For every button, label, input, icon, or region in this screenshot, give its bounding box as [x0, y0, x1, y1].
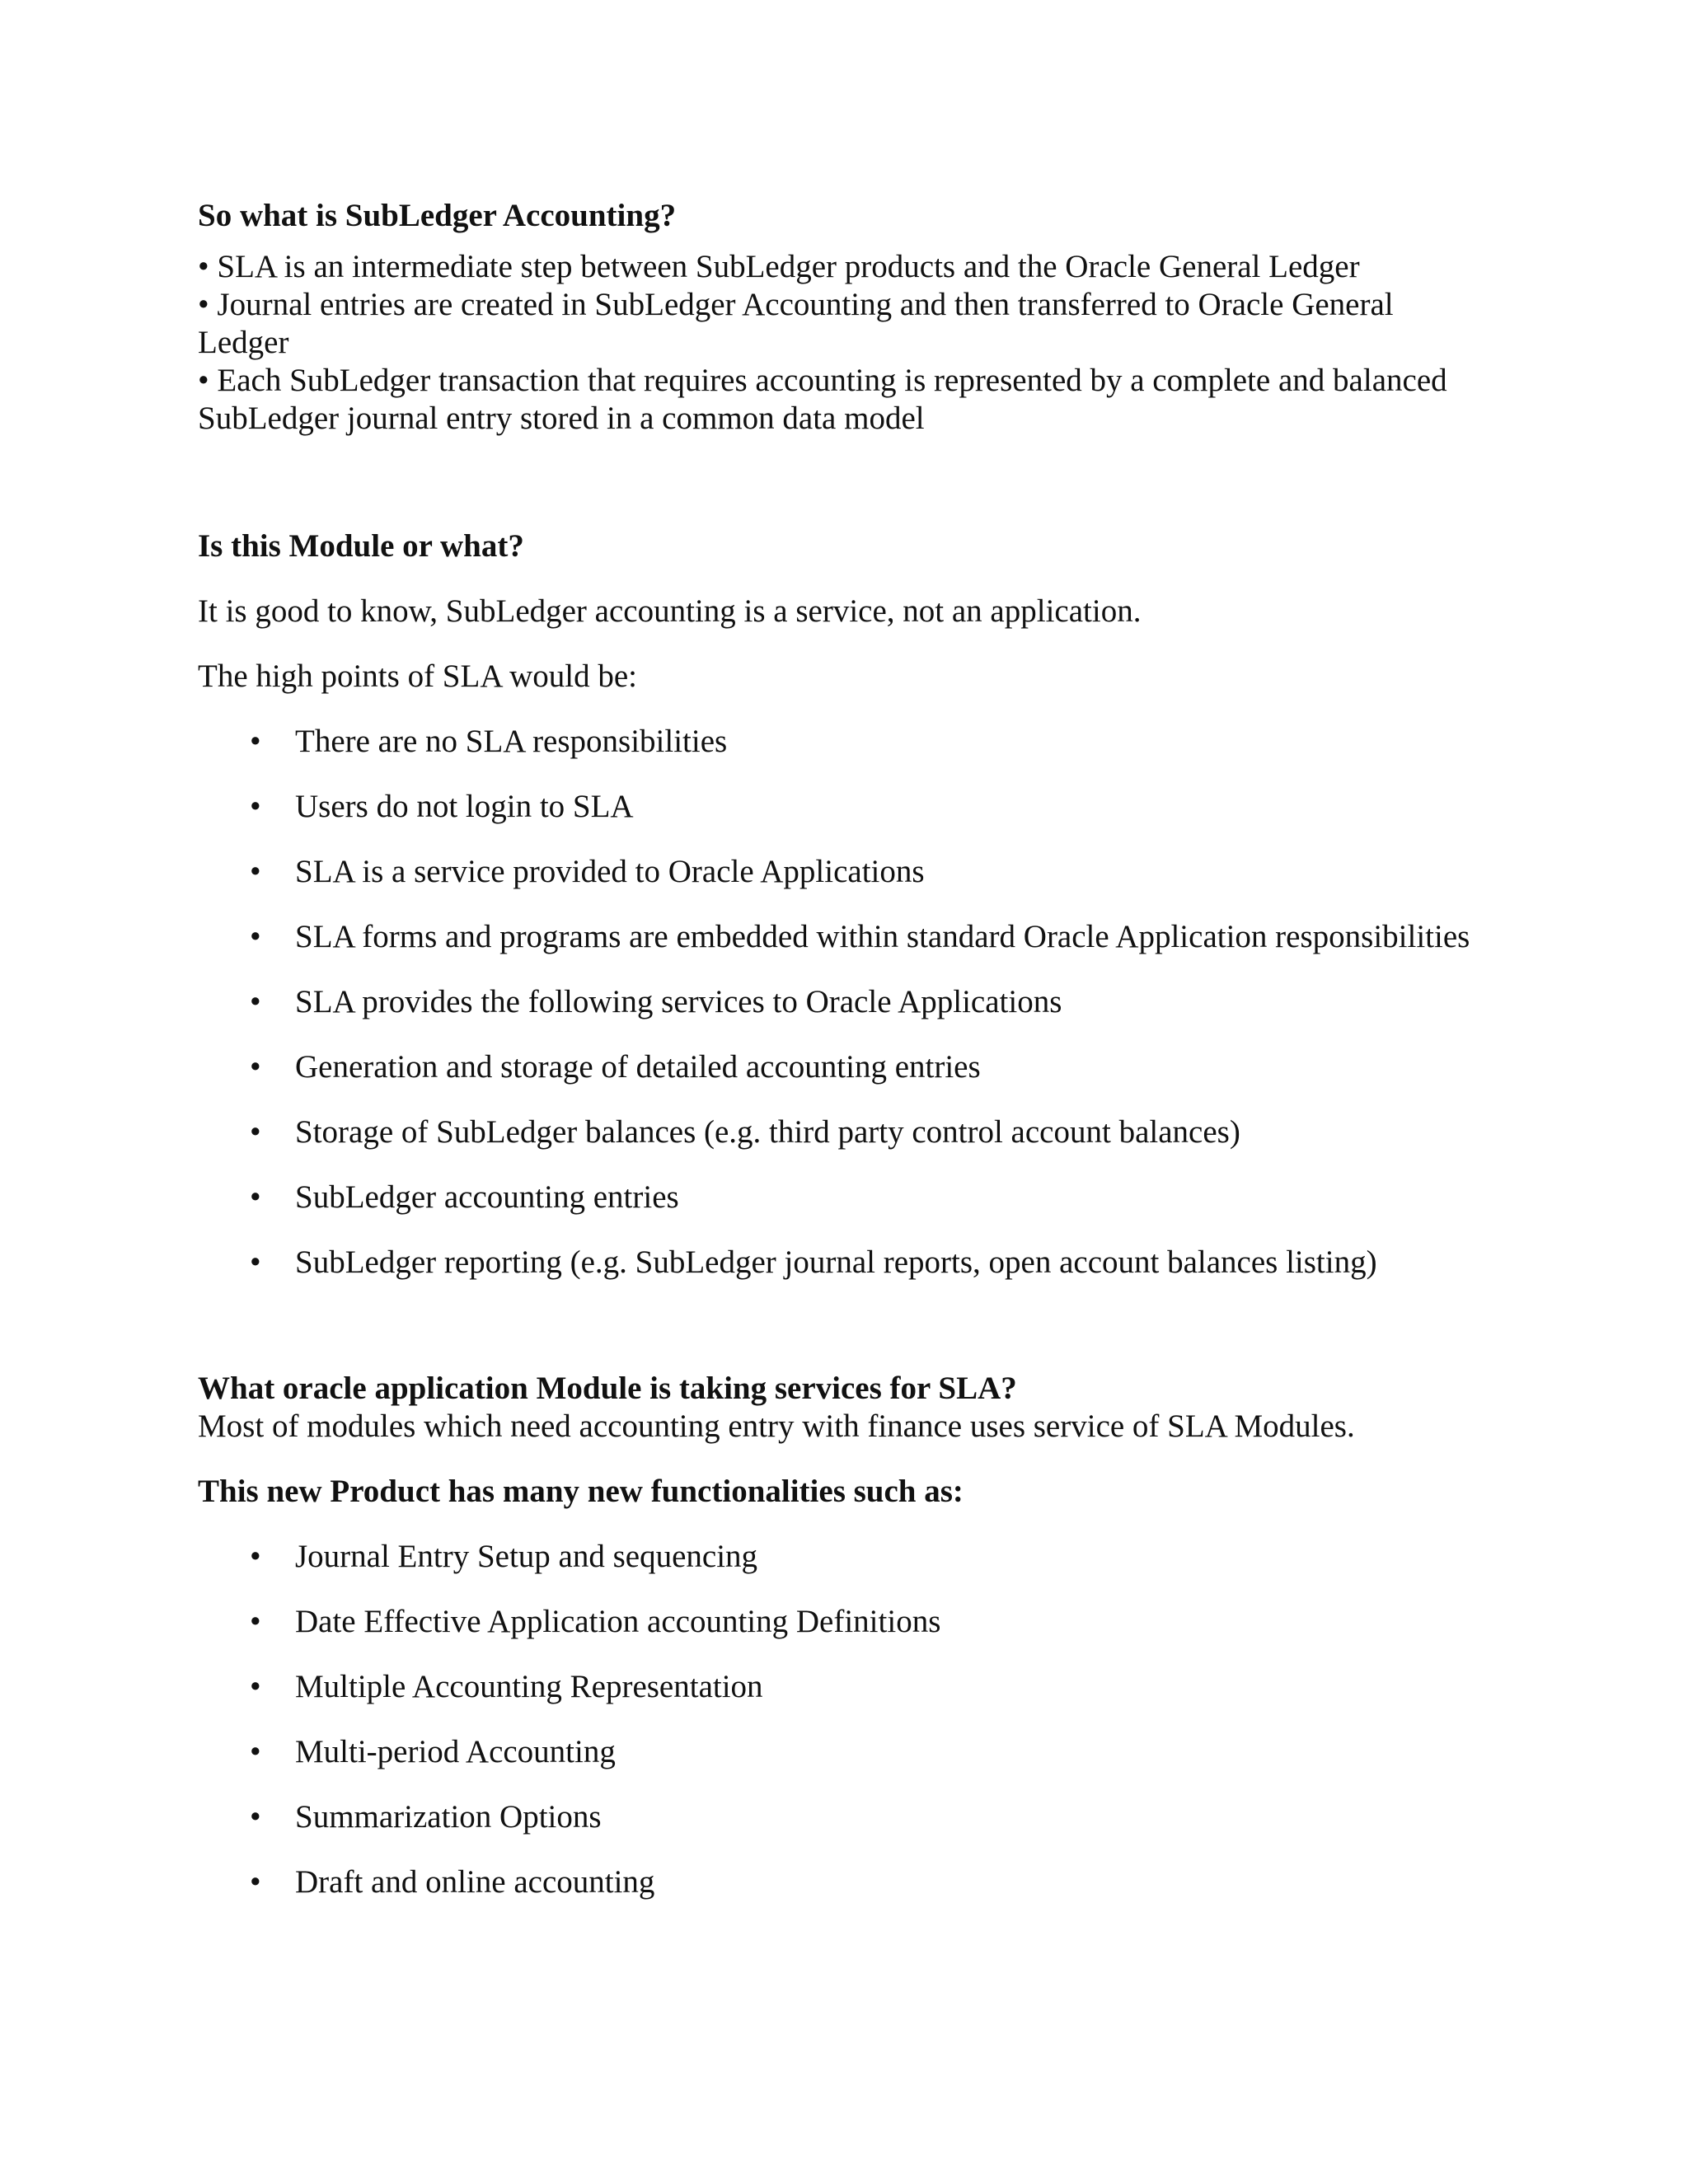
- list-item-text: There are no SLA responsibilities: [295, 724, 728, 759]
- bullet-list: [198, 1538, 1550, 1929]
- bullet-icon: •: [250, 724, 261, 759]
- section-subledger-accounting: [198, 197, 1550, 438]
- list-item-text: Draft and online accounting: [295, 1864, 655, 1900]
- list-item-text: Multi-period Accounting: [295, 1734, 616, 1769]
- bullet-icon: •: [250, 1049, 261, 1085]
- bullet-icon: •: [250, 1669, 261, 1704]
- bullet-icon: •: [250, 789, 261, 824]
- section-subheading: This new Product has many new functionalities such as:: [198, 1474, 964, 1509]
- text-line: Ledger: [198, 325, 289, 360]
- list-item: [198, 723, 1550, 788]
- bullet-icon: •: [250, 1244, 261, 1280]
- list-item: [198, 788, 1550, 853]
- text-line: • SLA is an intermediate step between SubLedger products and the Oracle General Ledger: [198, 249, 1360, 284]
- list-item: [198, 1538, 1550, 1603]
- section-heading: What oracle application Module is taking services for SLA?: [198, 1371, 1017, 1406]
- list-item: [198, 1863, 1550, 1929]
- text-line: SubLedger journal entry stored in a common data model: [198, 401, 925, 436]
- list-item: [198, 1048, 1550, 1113]
- section-heading: So what is SubLedger Accounting?: [198, 198, 677, 233]
- list-item-text: Date Effective Application accounting Definitions: [295, 1604, 941, 1639]
- list-item-text: Generation and storage of detailed accounting entries: [295, 1049, 981, 1085]
- list-item-text: Summarization Options: [295, 1799, 602, 1835]
- section-heading: Is this Module or what?: [198, 528, 524, 564]
- bullet-icon: •: [250, 1864, 261, 1900]
- list-item-text: SubLedger reporting (e.g. SubLedger journal reports, open account balances listing): [295, 1244, 1377, 1280]
- list-item-text: SLA forms and programs are embedded within standard Oracle Application responsibilities: [295, 919, 1470, 954]
- list-item-text: Storage of SubLedger balances (e.g. third party control account balances): [295, 1114, 1240, 1150]
- text-line: • Journal entries are created in SubLedger Accounting and then transferred to Oracle General: [198, 287, 1394, 322]
- list-item-text: Users do not login to SLA: [295, 789, 634, 824]
- bullet-list: [198, 723, 1550, 1309]
- paragraph: It is good to know, SubLedger accounting is a service, not an application.: [198, 593, 1142, 629]
- list-item: [198, 853, 1550, 918]
- bullet-icon: •: [250, 1799, 261, 1835]
- list-item-text: SubLedger accounting entries: [295, 1179, 679, 1215]
- list-item-text: SLA provides the following services to Oracle Applications: [295, 984, 1062, 1019]
- bullet-icon: •: [250, 854, 261, 889]
- bullet-icon: •: [250, 1539, 261, 1574]
- list-item: [198, 1668, 1550, 1733]
- list-item-text: Journal Entry Setup and sequencing: [295, 1539, 758, 1574]
- bullet-icon: •: [250, 1114, 261, 1150]
- list-item: [198, 1244, 1550, 1309]
- text-line: • Each SubLedger transaction that requires accounting is represented by a complete and balanced: [198, 363, 1447, 398]
- paragraph: Most of modules which need accounting entry with finance uses service of SLA Modules.: [198, 1408, 1355, 1444]
- bullet-icon: •: [250, 1604, 261, 1639]
- section-module-question: [198, 527, 1550, 1309]
- section-oracle-modules: [198, 1370, 1550, 1929]
- bullet-icon: •: [250, 1179, 261, 1215]
- list-item: [198, 1798, 1550, 1863]
- list-item: [198, 918, 1550, 983]
- list-item: [198, 1179, 1550, 1244]
- paragraph: The high points of SLA would be:: [198, 658, 637, 694]
- list-item: [198, 983, 1550, 1048]
- list-item: [198, 1733, 1550, 1798]
- list-item-text: SLA is a service provided to Oracle Applications: [295, 854, 925, 889]
- bullet-icon: •: [250, 919, 261, 954]
- bullet-icon: •: [250, 1734, 261, 1769]
- list-item: [198, 1113, 1550, 1179]
- list-item-text: Multiple Accounting Representation: [295, 1669, 763, 1704]
- list-item: [198, 1603, 1550, 1668]
- bullet-icon: •: [250, 984, 261, 1019]
